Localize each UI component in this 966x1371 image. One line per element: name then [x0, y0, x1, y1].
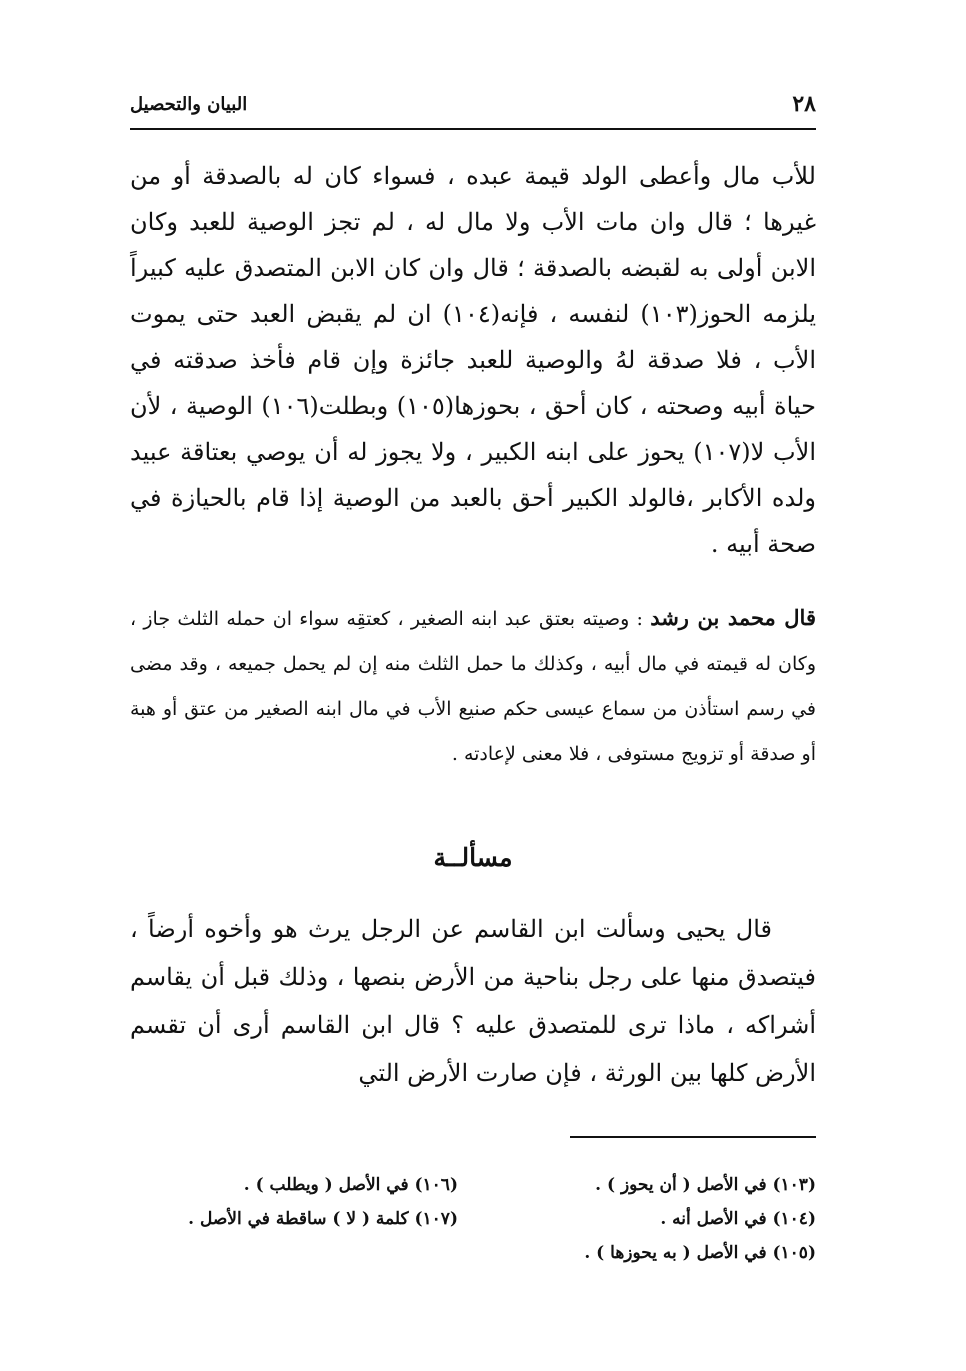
header-divider [130, 128, 816, 130]
question-paragraph: قال يحيى وسألت ابن القاسم عن الرجل يرث هو وأخوه أرضاً ، فيتصدق منها على رجل بناحية من الأرض بنصها ، وذلك قبل أن يقاسم أشراكه ، ماذا ترى للمتصدق عليه ؟ قال ابن القاسم أرى أن تقسم الأرض كلها بين الورثة ، فإن صارت الأرض التي [130, 915, 816, 1087]
footnote-105: (١٠٥) في الأصل ( به يحوزها ) . [584, 1243, 816, 1263]
running-title: البيان والتحصيل [130, 93, 248, 115]
footnote-divider [570, 1136, 816, 1138]
footnotes-right-column [486, 1168, 816, 1270]
footnote-107: (١٠٧) كلمة ( لا ) ساقطة في الأصل . [188, 1209, 458, 1229]
main-paragraph: للأب مال وأعطى الولد قيمة عبده ، فسواء كان له بالصدقة أو من غيرها ؛ قال وان مات الأب ولا مال له ، لم تجز الوصية للعبد وكان الابن أولى به لقبضه بالصدقة ؛ قال وان كان الابن المتصدق عليه كبيراً يلزمه الحوز(١٠٣) لنفسه ، فإنه(١٠٤) ان لم يقبض العبد حتى يموت الأب ، فلا صدقة لهُ والوصية للعبد جائزة وإن قام فأخذ صدقته في حياة أبيه وصحته ، كان أحق ، بحوزها(١٠٥) وبطلت(١٠٦) الوصية ، لأن الأب لا(١٠٧) يحوز على ابنه الكبير ، ولا يجوز له أن يوصي بعتاقة عبيد ولده الأكابر ،فالولد الكبير أحق بالعبد من الوصية إذا قام بالحيازة في صحة أبيه . [130, 162, 816, 558]
footnote-106: (١٠٦) في الأصل ( ويطلب ) . [243, 1175, 458, 1195]
commentary-speaker: قال محمد بن رشد [650, 605, 816, 630]
footnote-104: (١٠٤) في الأصل أنه . [660, 1209, 816, 1229]
footnotes-left-column [128, 1168, 458, 1236]
footnote-103: (١٠٣) في الأصل ( أن يحوز ) . [595, 1175, 816, 1195]
page-number: ٢٨ [792, 91, 816, 117]
section-heading: مسألــة [433, 843, 513, 872]
page-header [130, 84, 816, 124]
commentary-text: : وصيته بعتق عبد ابنه الصغير ، كعتقِه سواء ان حمله الثلث جاز ، وكان له قيمته في مال أبيه ، وكذلك ما حمل الثلث منه إن لم يحمل جميعه ، وقد مضى في رسم استأذن من سماع عيسى حكم صنيع الأب في مال ابنه الصغير من عتق أو هبة أو صدقة أو تزويج مستوفى ، فلا معنى لإعادته . [130, 608, 816, 765]
commentary-paragraph [130, 595, 816, 777]
